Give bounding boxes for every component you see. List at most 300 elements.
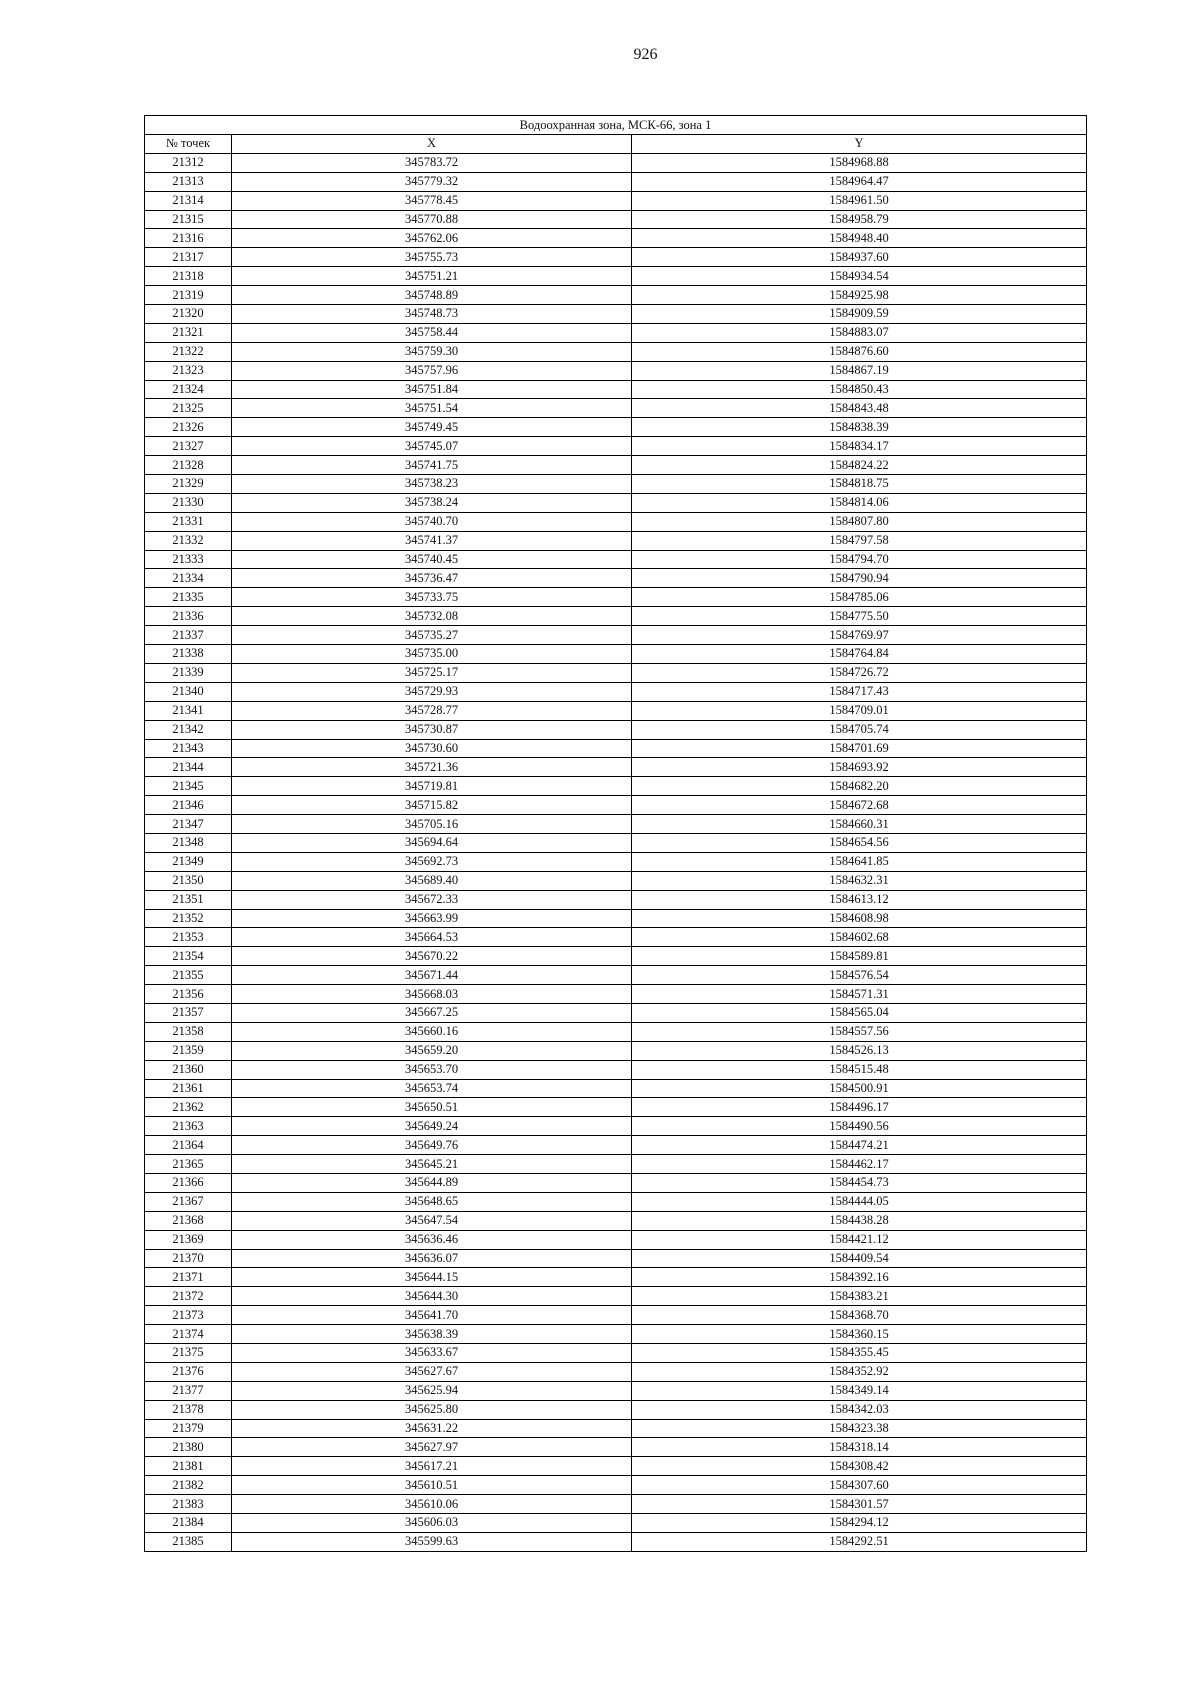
point-number-cell: 21378 xyxy=(145,1400,232,1419)
x-coordinate-cell: 345659.20 xyxy=(232,1041,632,1060)
point-number-cell: 21365 xyxy=(145,1155,232,1174)
x-coordinate-cell: 345650.51 xyxy=(232,1098,632,1117)
point-number-cell: 21321 xyxy=(145,323,232,342)
point-number-cell: 21369 xyxy=(145,1230,232,1249)
x-coordinate-cell: 345730.60 xyxy=(232,739,632,758)
table-row xyxy=(145,153,1087,172)
x-coordinate-cell: 345649.24 xyxy=(232,1117,632,1136)
point-number-cell: 21367 xyxy=(145,1192,232,1211)
table-row xyxy=(145,626,1087,645)
y-coordinate-cell: 1584641.85 xyxy=(632,852,1087,871)
y-coordinate-cell: 1584360.15 xyxy=(632,1325,1087,1344)
table-row xyxy=(145,871,1087,890)
y-coordinate-cell: 1584308.42 xyxy=(632,1457,1087,1476)
y-coordinate-cell: 1584693.92 xyxy=(632,758,1087,777)
y-coordinate-cell: 1584775.50 xyxy=(632,607,1087,626)
header-y: Y xyxy=(632,135,1087,154)
point-number-cell: 21318 xyxy=(145,267,232,286)
x-coordinate-cell: 345751.84 xyxy=(232,380,632,399)
x-coordinate-cell: 345735.00 xyxy=(232,645,632,664)
table-row xyxy=(145,1117,1087,1136)
table-row xyxy=(145,1400,1087,1419)
x-coordinate-cell: 345638.39 xyxy=(232,1325,632,1344)
table-row xyxy=(145,966,1087,985)
point-number-cell: 21354 xyxy=(145,947,232,966)
table-row xyxy=(145,531,1087,550)
point-number-cell: 21331 xyxy=(145,512,232,531)
y-coordinate-cell: 1584701.69 xyxy=(632,739,1087,758)
point-number-cell: 21362 xyxy=(145,1098,232,1117)
table-row xyxy=(145,1381,1087,1400)
x-coordinate-cell: 345748.73 xyxy=(232,305,632,324)
x-coordinate-cell: 345647.54 xyxy=(232,1211,632,1230)
x-coordinate-cell: 345599.63 xyxy=(232,1532,632,1551)
point-number-cell: 21368 xyxy=(145,1211,232,1230)
point-number-cell: 21361 xyxy=(145,1079,232,1098)
x-coordinate-cell: 345770.88 xyxy=(232,210,632,229)
y-coordinate-cell: 1584925.98 xyxy=(632,286,1087,305)
point-number-cell: 21353 xyxy=(145,928,232,947)
x-coordinate-cell: 345783.72 xyxy=(232,153,632,172)
y-coordinate-cell: 1584794.70 xyxy=(632,550,1087,569)
table-row xyxy=(145,1041,1087,1060)
table-row xyxy=(145,1438,1087,1457)
y-coordinate-cell: 1584500.91 xyxy=(632,1079,1087,1098)
x-coordinate-cell: 345689.40 xyxy=(232,871,632,890)
table-row xyxy=(145,1268,1087,1287)
y-coordinate-cell: 1584368.70 xyxy=(632,1306,1087,1325)
point-number-cell: 21385 xyxy=(145,1532,232,1551)
y-coordinate-cell: 1584814.06 xyxy=(632,493,1087,512)
table-row xyxy=(145,361,1087,380)
y-coordinate-cell: 1584850.43 xyxy=(632,380,1087,399)
point-number-cell: 21371 xyxy=(145,1268,232,1287)
table-row xyxy=(145,1060,1087,1079)
point-number-cell: 21332 xyxy=(145,531,232,550)
y-coordinate-cell: 1584709.01 xyxy=(632,701,1087,720)
y-coordinate-cell: 1584602.68 xyxy=(632,928,1087,947)
y-coordinate-cell: 1584565.04 xyxy=(632,1003,1087,1022)
point-number-cell: 21341 xyxy=(145,701,232,720)
point-number-cell: 21339 xyxy=(145,663,232,682)
table-row xyxy=(145,1306,1087,1325)
point-number-cell: 21360 xyxy=(145,1060,232,1079)
point-number-cell: 21343 xyxy=(145,739,232,758)
point-number-cell: 21334 xyxy=(145,569,232,588)
point-number-cell: 21375 xyxy=(145,1344,232,1363)
y-coordinate-cell: 1584515.48 xyxy=(632,1060,1087,1079)
x-coordinate-cell: 345633.67 xyxy=(232,1344,632,1363)
x-coordinate-cell: 345664.53 xyxy=(232,928,632,947)
y-coordinate-cell: 1584764.84 xyxy=(632,645,1087,664)
y-coordinate-cell: 1584496.17 xyxy=(632,1098,1087,1117)
table-row xyxy=(145,890,1087,909)
table-row xyxy=(145,720,1087,739)
point-number-cell: 21324 xyxy=(145,380,232,399)
x-coordinate-cell: 345667.25 xyxy=(232,1003,632,1022)
table-row xyxy=(145,1476,1087,1495)
point-number-cell: 21347 xyxy=(145,815,232,834)
table-row xyxy=(145,493,1087,512)
table-row xyxy=(145,1419,1087,1438)
x-coordinate-cell: 345653.70 xyxy=(232,1060,632,1079)
point-number-cell: 21342 xyxy=(145,720,232,739)
y-coordinate-cell: 1584323.38 xyxy=(632,1419,1087,1438)
point-number-cell: 21377 xyxy=(145,1381,232,1400)
x-coordinate-cell: 345751.21 xyxy=(232,267,632,286)
point-number-cell: 21333 xyxy=(145,550,232,569)
point-number-cell: 21335 xyxy=(145,588,232,607)
y-coordinate-cell: 1584526.13 xyxy=(632,1041,1087,1060)
x-coordinate-cell: 345762.06 xyxy=(232,229,632,248)
x-coordinate-cell: 345610.06 xyxy=(232,1495,632,1514)
point-number-cell: 21364 xyxy=(145,1136,232,1155)
x-coordinate-cell: 345719.81 xyxy=(232,777,632,796)
point-number-cell: 21349 xyxy=(145,852,232,871)
point-number-cell: 21319 xyxy=(145,286,232,305)
x-coordinate-cell: 345733.75 xyxy=(232,588,632,607)
table-row xyxy=(145,1287,1087,1306)
table-body xyxy=(145,153,1087,1551)
table-row xyxy=(145,777,1087,796)
y-coordinate-cell: 1584294.12 xyxy=(632,1514,1087,1533)
table-row xyxy=(145,663,1087,682)
y-coordinate-cell: 1584444.05 xyxy=(632,1192,1087,1211)
point-number-cell: 21346 xyxy=(145,796,232,815)
y-coordinate-cell: 1584318.14 xyxy=(632,1438,1087,1457)
table-row xyxy=(145,418,1087,437)
x-coordinate-cell: 345779.32 xyxy=(232,172,632,191)
table-row xyxy=(145,248,1087,267)
table-row xyxy=(145,1211,1087,1230)
y-coordinate-cell: 1584660.31 xyxy=(632,815,1087,834)
y-coordinate-cell: 1584867.19 xyxy=(632,361,1087,380)
table-row xyxy=(145,815,1087,834)
x-coordinate-cell: 345649.76 xyxy=(232,1136,632,1155)
point-number-cell: 21373 xyxy=(145,1306,232,1325)
y-coordinate-cell: 1584409.54 xyxy=(632,1249,1087,1268)
coordinates-table xyxy=(144,115,1087,1552)
point-number-cell: 21344 xyxy=(145,758,232,777)
y-coordinate-cell: 1584557.56 xyxy=(632,1022,1087,1041)
x-coordinate-cell: 345670.22 xyxy=(232,947,632,966)
x-coordinate-cell: 345610.51 xyxy=(232,1476,632,1495)
x-coordinate-cell: 345644.30 xyxy=(232,1287,632,1306)
point-number-cell: 21383 xyxy=(145,1495,232,1514)
y-coordinate-cell: 1584301.57 xyxy=(632,1495,1087,1514)
x-coordinate-cell: 345736.47 xyxy=(232,569,632,588)
table-row xyxy=(145,1344,1087,1363)
point-number-cell: 21359 xyxy=(145,1041,232,1060)
x-coordinate-cell: 345631.22 xyxy=(232,1419,632,1438)
x-coordinate-cell: 345748.89 xyxy=(232,286,632,305)
table-caption-row xyxy=(145,116,1087,135)
x-coordinate-cell: 345755.73 xyxy=(232,248,632,267)
y-coordinate-cell: 1584292.51 xyxy=(632,1532,1087,1551)
table-row xyxy=(145,928,1087,947)
header-point-number: № точек xyxy=(145,135,232,154)
table-row xyxy=(145,607,1087,626)
table-row xyxy=(145,1514,1087,1533)
y-coordinate-cell: 1584307.60 xyxy=(632,1476,1087,1495)
x-coordinate-cell: 345757.96 xyxy=(232,361,632,380)
point-number-cell: 21355 xyxy=(145,966,232,985)
x-coordinate-cell: 345644.15 xyxy=(232,1268,632,1287)
x-coordinate-cell: 345740.70 xyxy=(232,512,632,531)
y-coordinate-cell: 1584824.22 xyxy=(632,456,1087,475)
table-row xyxy=(145,1022,1087,1041)
point-number-cell: 21351 xyxy=(145,890,232,909)
table-row xyxy=(145,947,1087,966)
x-coordinate-cell: 345751.54 xyxy=(232,399,632,418)
x-coordinate-cell: 345715.82 xyxy=(232,796,632,815)
table-row xyxy=(145,1457,1087,1476)
x-coordinate-cell: 345721.36 xyxy=(232,758,632,777)
point-number-cell: 21315 xyxy=(145,210,232,229)
x-coordinate-cell: 345749.45 xyxy=(232,418,632,437)
y-coordinate-cell: 1584948.40 xyxy=(632,229,1087,248)
table-row xyxy=(145,833,1087,852)
table-caption: Водоохранная зона, МСК-66, зона 1 xyxy=(145,116,1087,135)
point-number-cell: 21320 xyxy=(145,305,232,324)
point-number-cell: 21317 xyxy=(145,248,232,267)
point-number-cell: 21379 xyxy=(145,1419,232,1438)
y-coordinate-cell: 1584797.58 xyxy=(632,531,1087,550)
y-coordinate-cell: 1584632.31 xyxy=(632,871,1087,890)
y-coordinate-cell: 1584608.98 xyxy=(632,909,1087,928)
x-coordinate-cell: 345705.16 xyxy=(232,815,632,834)
point-number-cell: 21325 xyxy=(145,399,232,418)
point-number-cell: 21363 xyxy=(145,1117,232,1136)
point-number-cell: 21356 xyxy=(145,985,232,1004)
y-coordinate-cell: 1584961.50 xyxy=(632,191,1087,210)
y-coordinate-cell: 1584682.20 xyxy=(632,777,1087,796)
point-number-cell: 21384 xyxy=(145,1514,232,1533)
table-row xyxy=(145,1003,1087,1022)
table-row xyxy=(145,267,1087,286)
y-coordinate-cell: 1584654.56 xyxy=(632,833,1087,852)
table-row xyxy=(145,1155,1087,1174)
point-number-cell: 21328 xyxy=(145,456,232,475)
y-coordinate-cell: 1584785.06 xyxy=(632,588,1087,607)
x-coordinate-cell: 345627.67 xyxy=(232,1362,632,1381)
x-coordinate-cell: 345636.46 xyxy=(232,1230,632,1249)
table-row xyxy=(145,909,1087,928)
x-coordinate-cell: 345625.94 xyxy=(232,1381,632,1400)
x-coordinate-cell: 345759.30 xyxy=(232,342,632,361)
point-number-cell: 21327 xyxy=(145,437,232,456)
table-row xyxy=(145,645,1087,664)
x-coordinate-cell: 345738.24 xyxy=(232,493,632,512)
y-coordinate-cell: 1584392.16 xyxy=(632,1268,1087,1287)
point-number-cell: 21316 xyxy=(145,229,232,248)
x-coordinate-cell: 345627.97 xyxy=(232,1438,632,1457)
table-row xyxy=(145,796,1087,815)
y-coordinate-cell: 1584876.60 xyxy=(632,342,1087,361)
point-number-cell: 21337 xyxy=(145,626,232,645)
x-coordinate-cell: 345648.65 xyxy=(232,1192,632,1211)
table-row xyxy=(145,1495,1087,1514)
x-coordinate-cell: 345730.87 xyxy=(232,720,632,739)
y-coordinate-cell: 1584342.03 xyxy=(632,1400,1087,1419)
point-number-cell: 21372 xyxy=(145,1287,232,1306)
x-coordinate-cell: 345663.99 xyxy=(232,909,632,928)
x-coordinate-cell: 345729.93 xyxy=(232,682,632,701)
point-number-cell: 21323 xyxy=(145,361,232,380)
y-coordinate-cell: 1584474.21 xyxy=(632,1136,1087,1155)
x-coordinate-cell: 345625.80 xyxy=(232,1400,632,1419)
y-coordinate-cell: 1584807.80 xyxy=(632,512,1087,531)
x-coordinate-cell: 345692.73 xyxy=(232,852,632,871)
point-number-cell: 21338 xyxy=(145,645,232,664)
point-number-cell: 21348 xyxy=(145,833,232,852)
table-row xyxy=(145,342,1087,361)
x-coordinate-cell: 345758.44 xyxy=(232,323,632,342)
table-row xyxy=(145,569,1087,588)
table-row xyxy=(145,305,1087,324)
y-coordinate-cell: 1584958.79 xyxy=(632,210,1087,229)
x-coordinate-cell: 345725.17 xyxy=(232,663,632,682)
table-row xyxy=(145,758,1087,777)
point-number-cell: 21358 xyxy=(145,1022,232,1041)
x-coordinate-cell: 345641.70 xyxy=(232,1306,632,1325)
x-coordinate-cell: 345660.16 xyxy=(232,1022,632,1041)
y-coordinate-cell: 1584769.97 xyxy=(632,626,1087,645)
table-row xyxy=(145,1136,1087,1155)
table-row xyxy=(145,380,1087,399)
y-coordinate-cell: 1584352.92 xyxy=(632,1362,1087,1381)
point-number-cell: 21357 xyxy=(145,1003,232,1022)
x-coordinate-cell: 345617.21 xyxy=(232,1457,632,1476)
y-coordinate-cell: 1584934.54 xyxy=(632,267,1087,286)
table-row xyxy=(145,191,1087,210)
y-coordinate-cell: 1584883.07 xyxy=(632,323,1087,342)
table-row xyxy=(145,701,1087,720)
table-row xyxy=(145,1362,1087,1381)
y-coordinate-cell: 1584909.59 xyxy=(632,305,1087,324)
point-number-cell: 21380 xyxy=(145,1438,232,1457)
table-row xyxy=(145,1249,1087,1268)
y-coordinate-cell: 1584571.31 xyxy=(632,985,1087,1004)
table-row xyxy=(145,1098,1087,1117)
x-coordinate-cell: 345672.33 xyxy=(232,890,632,909)
y-coordinate-cell: 1584818.75 xyxy=(632,475,1087,494)
y-coordinate-cell: 1584454.73 xyxy=(632,1173,1087,1192)
y-coordinate-cell: 1584462.17 xyxy=(632,1155,1087,1174)
table-row xyxy=(145,512,1087,531)
point-number-cell: 21376 xyxy=(145,1362,232,1381)
page-number: 926 xyxy=(633,46,658,63)
y-coordinate-cell: 1584383.21 xyxy=(632,1287,1087,1306)
table-row xyxy=(145,437,1087,456)
table-row xyxy=(145,1325,1087,1344)
y-coordinate-cell: 1584421.12 xyxy=(632,1230,1087,1249)
point-number-cell: 21366 xyxy=(145,1173,232,1192)
y-coordinate-cell: 1584576.54 xyxy=(632,966,1087,985)
point-number-cell: 21326 xyxy=(145,418,232,437)
x-coordinate-cell: 345738.23 xyxy=(232,475,632,494)
point-number-cell: 21374 xyxy=(145,1325,232,1344)
y-coordinate-cell: 1584613.12 xyxy=(632,890,1087,909)
x-coordinate-cell: 345606.03 xyxy=(232,1514,632,1533)
table-row xyxy=(145,1173,1087,1192)
y-coordinate-cell: 1584964.47 xyxy=(632,172,1087,191)
point-number-cell: 21313 xyxy=(145,172,232,191)
table-row xyxy=(145,456,1087,475)
point-number-cell: 21329 xyxy=(145,475,232,494)
table-row xyxy=(145,286,1087,305)
y-coordinate-cell: 1584490.56 xyxy=(632,1117,1087,1136)
y-coordinate-cell: 1584838.39 xyxy=(632,418,1087,437)
y-coordinate-cell: 1584968.88 xyxy=(632,153,1087,172)
x-coordinate-cell: 345741.75 xyxy=(232,456,632,475)
table-row xyxy=(145,739,1087,758)
table-row xyxy=(145,229,1087,248)
table-row xyxy=(145,1192,1087,1211)
point-number-cell: 21382 xyxy=(145,1476,232,1495)
y-coordinate-cell: 1584717.43 xyxy=(632,682,1087,701)
header-x: X xyxy=(232,135,632,154)
x-coordinate-cell: 345728.77 xyxy=(232,701,632,720)
y-coordinate-cell: 1584834.17 xyxy=(632,437,1087,456)
table-row xyxy=(145,985,1087,1004)
point-number-cell: 21336 xyxy=(145,607,232,626)
y-coordinate-cell: 1584438.28 xyxy=(632,1211,1087,1230)
y-coordinate-cell: 1584589.81 xyxy=(632,947,1087,966)
point-number-cell: 21314 xyxy=(145,191,232,210)
point-number-cell: 21350 xyxy=(145,871,232,890)
table-row xyxy=(145,1079,1087,1098)
table-row xyxy=(145,172,1087,191)
x-coordinate-cell: 345671.44 xyxy=(232,966,632,985)
point-number-cell: 21381 xyxy=(145,1457,232,1476)
x-coordinate-cell: 345740.45 xyxy=(232,550,632,569)
y-coordinate-cell: 1584705.74 xyxy=(632,720,1087,739)
y-coordinate-cell: 1584843.48 xyxy=(632,399,1087,418)
x-coordinate-cell: 345778.45 xyxy=(232,191,632,210)
y-coordinate-cell: 1584726.72 xyxy=(632,663,1087,682)
x-coordinate-cell: 345741.37 xyxy=(232,531,632,550)
table-header-row xyxy=(145,135,1087,154)
y-coordinate-cell: 1584790.94 xyxy=(632,569,1087,588)
point-number-cell: 21340 xyxy=(145,682,232,701)
table-row xyxy=(145,210,1087,229)
x-coordinate-cell: 345636.07 xyxy=(232,1249,632,1268)
table-row xyxy=(145,852,1087,871)
point-number-cell: 21345 xyxy=(145,777,232,796)
y-coordinate-cell: 1584355.45 xyxy=(632,1344,1087,1363)
point-number-cell: 21330 xyxy=(145,493,232,512)
x-coordinate-cell: 345694.64 xyxy=(232,833,632,852)
x-coordinate-cell: 345668.03 xyxy=(232,985,632,1004)
x-coordinate-cell: 345745.07 xyxy=(232,437,632,456)
table-row xyxy=(145,1230,1087,1249)
y-coordinate-cell: 1584349.14 xyxy=(632,1381,1087,1400)
table-row xyxy=(145,550,1087,569)
table-row xyxy=(145,682,1087,701)
point-number-cell: 21352 xyxy=(145,909,232,928)
x-coordinate-cell: 345732.08 xyxy=(232,607,632,626)
x-coordinate-cell: 345735.27 xyxy=(232,626,632,645)
table-row xyxy=(145,323,1087,342)
table-row xyxy=(145,1532,1087,1551)
x-coordinate-cell: 345644.89 xyxy=(232,1173,632,1192)
y-coordinate-cell: 1584937.60 xyxy=(632,248,1087,267)
table-row xyxy=(145,399,1087,418)
point-number-cell: 21322 xyxy=(145,342,232,361)
table-row xyxy=(145,475,1087,494)
table-row xyxy=(145,588,1087,607)
